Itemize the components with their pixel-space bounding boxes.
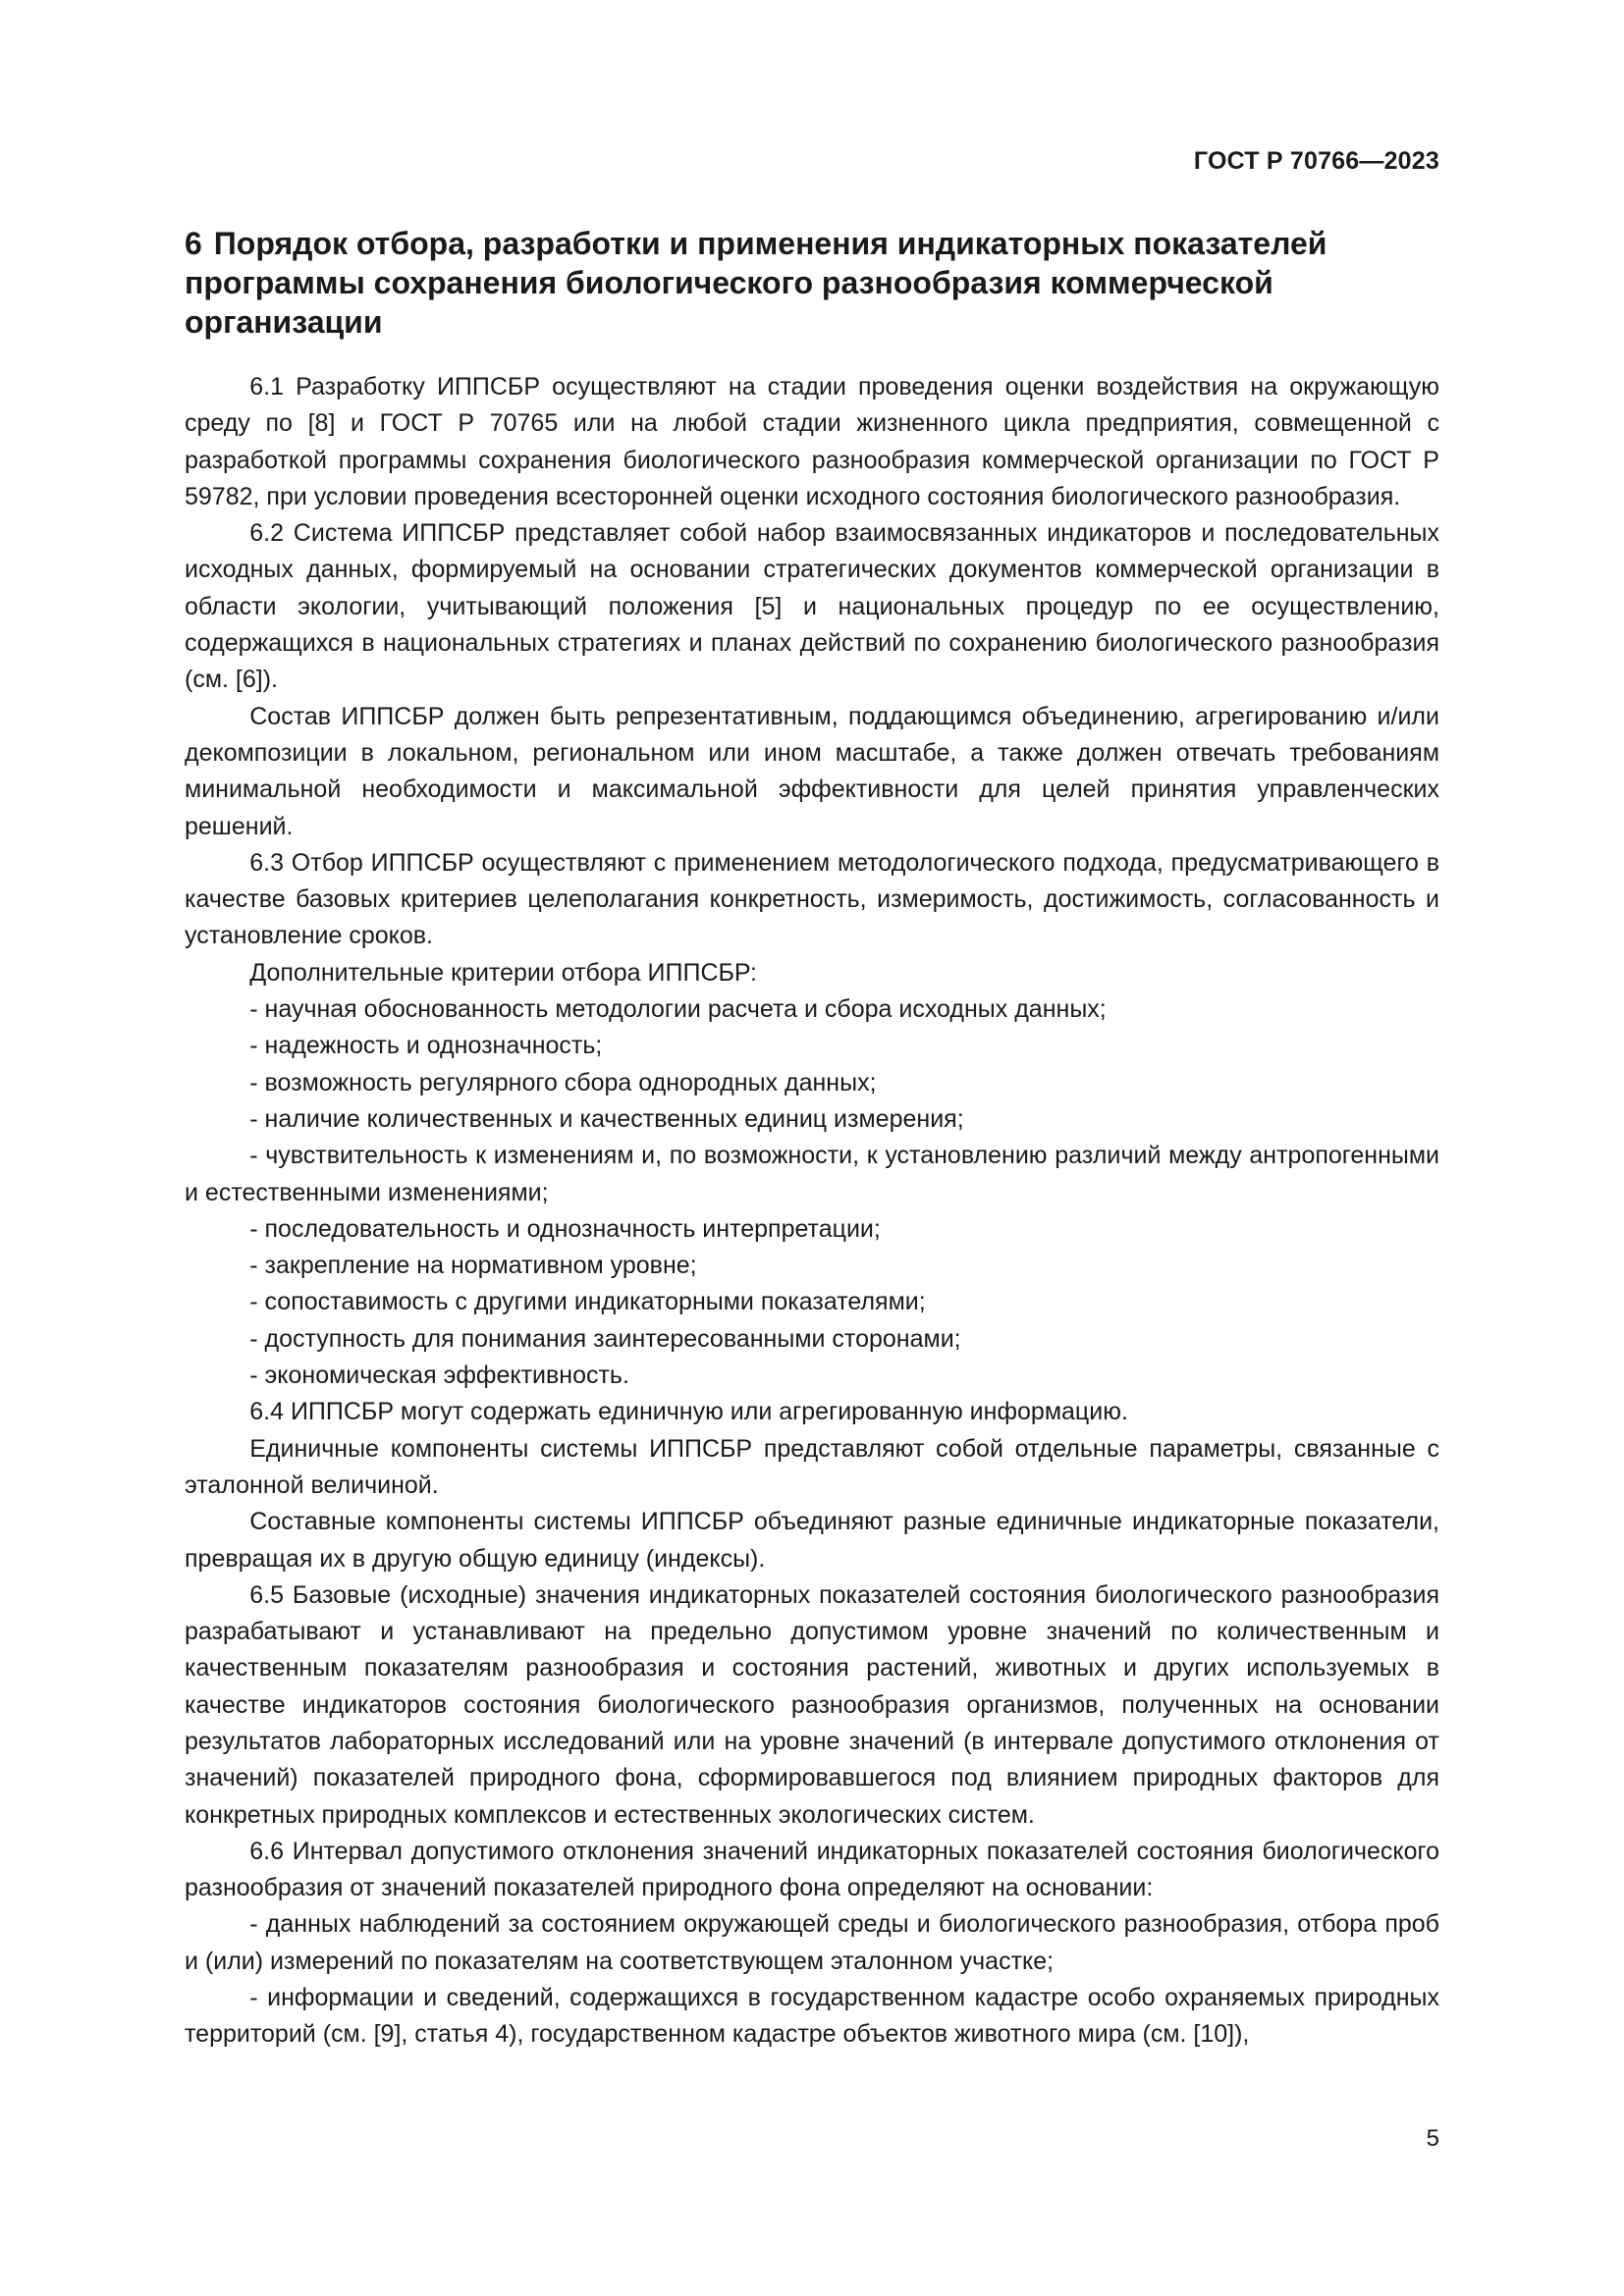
document-code: ГОСТ Р 70766—2023 [1193, 147, 1439, 175]
criteria-list-item: - сопоставимость с другими индикаторными показателями; [249, 1288, 926, 1316]
paragraph-6-1: 6.1 Разработку ИППСБР осуществляют на стадии проведения оценки воздействия на окружающую среду по [8] и ГОСТ Р 70765 или на любой стадии жизненного цикла предприятия, совмещенной с разработкой программы сохранения биологического разнообразия коммерческой организации по ГОСТ Р 59782, при условии проведения всесторонней оценки исходного состояния биологического разнообразия. [185, 373, 1439, 510]
section-body [185, 369, 1439, 2054]
page-number: 5 [1426, 2125, 1439, 2152]
criteria-list-item: - закрепление на нормативном уровне; [249, 1252, 697, 1280]
section-number: 6 [185, 226, 202, 261]
criteria-list-item: - чувствительность к изменениям и, по возможности, к установлению различий между антропогенными и естественными изменениями; [185, 1142, 1439, 1206]
paragraph-composition: Состав ИППСБР должен быть репрезентативным, поддающимся объединению, агрегированию и/или декомпозиции в локальном, региональном или ином масштабе, а также должен отвечать требованиям минимальной необходимости и максимальной эффективности для целей принятия управленческих решений. [185, 702, 1439, 840]
criteria-list-item: - возможность регулярного сбора однородных данных; [249, 1068, 877, 1096]
paragraph-6-3: 6.3 Отбор ИППСБР осуществляют с применением методологического подхода, предусматривающего в качестве базовых критериев целеполагания конкретность, измеримость, достижимость, согласованность и установление сроков. [185, 848, 1439, 950]
paragraph-single-components: Единичные компоненты системы ИППСБР представляют собой отдельные параметры, связанные с эталонной величиной. [185, 1434, 1439, 1499]
criteria-list-item: - экономическая эффективность. [249, 1362, 629, 1390]
criteria-list-item: - наличие количественных и качественных единиц измерения; [249, 1104, 964, 1133]
paragraph-6-4: 6.4 ИППСБР могут содержать единичную или агрегированную информацию. [249, 1398, 1128, 1426]
paragraph-6-2: 6.2 Система ИППСБР представляет собой набор взаимосвязанных индикаторов и последовательных исходных данных, формируемый на основании стратегических документов коммерческой организации в области экологии, учитывающий положения [5] и национальных процедур по ее осуществлению, содержащихся в национальных стратегиях и планах действий по сохранению биологического разнообразия (см. [6]). [185, 519, 1439, 694]
section-title-text: Порядок отбора, разработки и применения индикаторных показателей программы сохранения биологического разнообразия коммерческой организации [185, 226, 1327, 340]
paragraph-6-6: 6.6 Интервал допустимого отклонения значений индикаторных показателей состояния биологического разнообразия от значений показателей природного фона определяют на основании: [185, 1837, 1439, 1902]
paragraph-composite-components: Составные компоненты системы ИППСБР объединяют разные единичные индикаторные показатели, превращая их в другую общую единицу (индексы). [185, 1508, 1439, 1573]
section-heading [185, 224, 1439, 342]
paragraph-6-5: 6.5 Базовые (исходные) значения индикаторных показателей состояния биологического разнообразия разрабатывают и устанавливают на предельно допустимом уровне значений по количественным и качественным показателям разнообразия и состояния растений, животных и других используемых в качестве индикаторов состояния биологического разнообразия организмов, полученных на основании результатов лабораторных исследований или на уровне значений (в интервале допустимого отклонения от значений) показателей природного фона, сформировавшегося под влиянием природных факторов для конкретных природных комплексов и естественных экологических систем. [185, 1580, 1439, 1829]
criteria-intro: Дополнительные критерии отбора ИППСБР: [249, 958, 757, 987]
criteria-list-item: - доступность для понимания заинтересованными сторонами; [249, 1324, 961, 1353]
criteria-list-item: - надежность и однозначность; [249, 1032, 603, 1060]
criteria-list-item: - научная обоснованность методологии расчета и сбора исходных данных; [249, 995, 1107, 1024]
basis-list-item: - данных наблюдений за состоянием окружающей среды и биологического разнообразия, отбора проб и (или) измерений по показателям на соответствующем эталонном участке; [185, 1910, 1439, 1975]
basis-list-item: - информации и сведений, содержащихся в государственном кадастре особо охраняемых природных территорий (см. [9], статья 4), государственном кадастре объектов животного мира (см. [10]), [185, 1984, 1439, 2049]
criteria-list-item: - последовательность и однозначность интерпретации; [249, 1214, 881, 1243]
